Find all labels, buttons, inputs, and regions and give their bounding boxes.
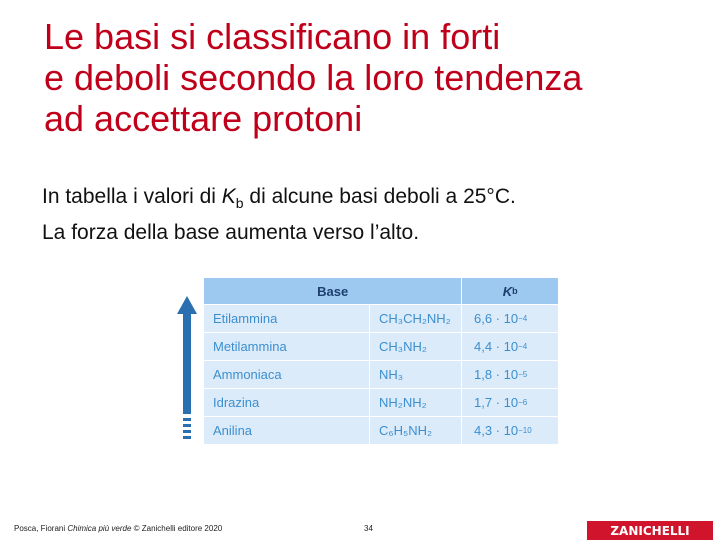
kb-exponent: −5 bbox=[518, 370, 528, 379]
kb-mantissa: 6,6 · 10 bbox=[474, 311, 519, 326]
base-name: Ammoniaca bbox=[204, 361, 370, 388]
up-arrow-icon bbox=[176, 296, 198, 442]
header-base: Base bbox=[204, 278, 462, 304]
zanichelli-logo: ZANICHELLI bbox=[587, 521, 713, 540]
kb-value bbox=[462, 305, 558, 332]
description-line-2: La forza della base aumenta verso l’alto. bbox=[42, 221, 420, 244]
footer-book-title: Chimica più verde bbox=[67, 524, 132, 533]
title-line-3: ad accettare protoni bbox=[44, 98, 363, 139]
slide-title bbox=[44, 16, 684, 139]
base-formula: CH₃CH₂NH₂ bbox=[370, 305, 462, 332]
kb-mantissa: 4,4 · 10 bbox=[474, 339, 519, 354]
kb-exponent: −4 bbox=[518, 314, 528, 323]
kb-symbol: K bbox=[221, 185, 236, 208]
description-line-1 bbox=[42, 182, 682, 218]
kb-subscript: b bbox=[235, 195, 244, 211]
base-name: Metilammina bbox=[204, 333, 370, 360]
base-formula: NH₃ bbox=[370, 361, 462, 388]
kb-value bbox=[462, 417, 558, 444]
page-number: 34 bbox=[364, 524, 373, 533]
description-text: In tabella i valori di bbox=[42, 185, 222, 208]
table-row bbox=[204, 332, 558, 360]
kb-exponent: −4 bbox=[518, 342, 528, 351]
base-name: Idrazina bbox=[204, 389, 370, 416]
footer-credits bbox=[14, 524, 222, 533]
kb-exponent: −10 bbox=[518, 426, 532, 435]
kb-exponent: −6 bbox=[518, 398, 528, 407]
kb-mantissa: 1,7 · 10 bbox=[474, 395, 519, 410]
footer-authors: Posca, Fiorani bbox=[14, 524, 68, 533]
kb-value bbox=[462, 333, 558, 360]
header-kb-subscript: b bbox=[512, 286, 518, 296]
base-formula: C₆H₅NH₂ bbox=[370, 417, 462, 444]
kb-value bbox=[462, 389, 558, 416]
table-row bbox=[204, 304, 558, 332]
kb-mantissa: 1,8 · 10 bbox=[474, 367, 519, 382]
kb-value bbox=[462, 361, 558, 388]
kb-table bbox=[204, 278, 558, 444]
table-row bbox=[204, 360, 558, 388]
header-kb-symbol: K bbox=[502, 283, 513, 299]
base-name: Etilammina bbox=[204, 305, 370, 332]
title-line-2: e deboli secondo la loro tendenza bbox=[44, 57, 583, 98]
footer-publisher: © Zanichelli editore 2020 bbox=[131, 524, 223, 533]
table-row bbox=[204, 416, 558, 444]
base-name: Anilina bbox=[204, 417, 370, 444]
kb-mantissa: 4,3 · 10 bbox=[474, 423, 519, 438]
base-formula: CH₃NH₂ bbox=[370, 333, 462, 360]
slide-description bbox=[42, 182, 682, 247]
table-header bbox=[204, 278, 558, 304]
base-formula: NH₂NH₂ bbox=[370, 389, 462, 416]
table-row bbox=[204, 388, 558, 416]
header-kb bbox=[462, 278, 558, 304]
description-text: di alcune basi deboli a 25°C. bbox=[243, 185, 516, 208]
title-line-1: Le basi si classificano in forti bbox=[44, 16, 501, 57]
